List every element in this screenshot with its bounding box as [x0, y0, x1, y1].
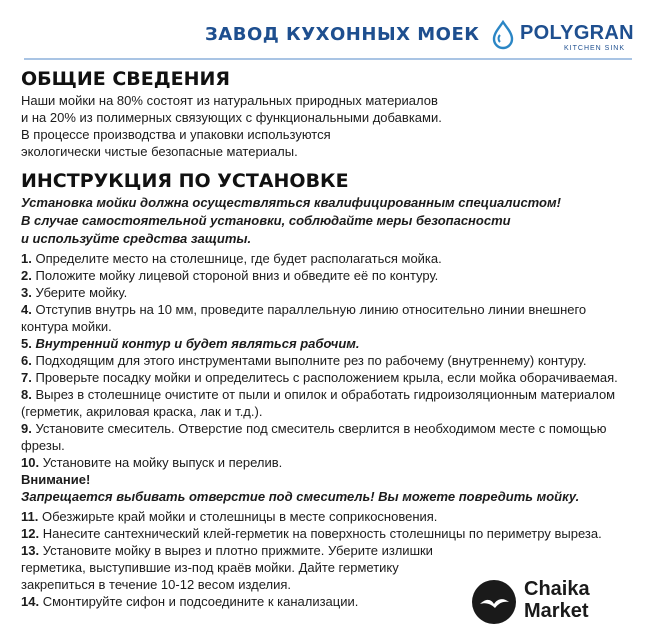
steps-list — [21, 250, 633, 471]
step-text: Нанесите сантехнический клей-герметик на поверхность столешницы по периметру выреза. — [42, 526, 602, 541]
warning-line: и используйте средства защиты. — [21, 231, 252, 246]
step-text: Обезжирьте край мойки и столешницы в месте соприкосновения. — [41, 509, 438, 524]
about-line: экологически чистые безопасные материалы. — [21, 144, 298, 159]
step-text: Внутренний контур и будет являться рабочим. — [35, 336, 360, 351]
about-heading: ОБЩИЕ СВЕДЕНИЯ — [21, 68, 231, 90]
step-text: Положите мойку лицевой стороной вниз и обведите её по контуру. — [35, 268, 439, 283]
warning-line: В случае самостоятельной установки, соблюдайте меры безопасности — [21, 213, 511, 228]
step-text: Подходящим для этого инструментами выполните рез по рабочему (внутреннему) контуру. — [35, 353, 587, 368]
step-item — [21, 420, 633, 454]
step-text: Вырез в столешнице очистите от пыли и опилок и обработать гидроизоляционным материалом (герметик, акриловая краска, лак и т.д.). — [21, 387, 616, 419]
step-item — [21, 250, 633, 267]
warning-line: Установка мойки должна осуществляться квалифицированным специалистом! — [21, 195, 561, 210]
step-item — [21, 267, 633, 284]
header-divider — [24, 58, 632, 60]
step-item — [21, 369, 633, 386]
step-number: 1. — [21, 251, 32, 266]
factory-title: ЗАВОД КУХОННЫХ МОЕК — [205, 24, 480, 45]
brand-name: POLYGRAN — [520, 22, 634, 44]
about-line: Наши мойки на 80% состоят из натуральных природных материалов — [21, 93, 438, 108]
install-section — [21, 170, 633, 610]
seagull-logo-icon — [472, 580, 516, 624]
step-number: 8. — [21, 387, 32, 402]
step-item — [21, 386, 633, 420]
chaika-market-watermark — [470, 576, 640, 636]
step-text: Определите место на столешнице, где будет располагаться мойка. — [35, 251, 442, 266]
step-number: 11. — [21, 509, 39, 524]
step-number: 10. — [21, 455, 40, 470]
step-number: 4. — [21, 302, 32, 317]
step-number: 6. — [21, 353, 32, 368]
step-text: Установите на мойку выпуск и перелив. — [42, 455, 283, 470]
watermark-line2: Market — [524, 600, 589, 622]
document-body — [21, 68, 633, 610]
watermark-line1: Chaika — [524, 578, 590, 600]
step-text: Отступив внутрь на 10 мм, проведите параллельную линию относительно линии внешнего контура мойки. — [21, 302, 587, 334]
brand-subtitle: KITCHEN SINK — [564, 45, 626, 52]
polygran-logo — [488, 18, 638, 58]
step-number: 7. — [21, 370, 32, 385]
install-heading: ИНСТРУКЦИЯ ПО УСТАНОВКЕ — [21, 170, 349, 192]
step-number: 5. — [21, 336, 32, 351]
step-item — [21, 284, 633, 301]
step-number: 13. — [21, 543, 40, 558]
step-item — [21, 508, 633, 525]
about-paragraph — [21, 92, 633, 160]
step-text: Смонтируйте сифон и подсоедините к канализации. — [42, 594, 359, 609]
seagull-icon — [472, 580, 516, 624]
step-number: 14. — [21, 594, 40, 609]
step-text: Установите мойку в вырез и плотно прижмите. Уберите излишки герметика, выступившие из-под краёв мойки. Дайте герметику закрепиться в течение 10-12 весом изделия. — [21, 543, 433, 592]
step-number: 12. — [21, 526, 40, 541]
page-header — [0, 0, 648, 62]
step-item — [21, 335, 633, 352]
step-item — [21, 301, 633, 335]
step-number: 2. — [21, 268, 32, 283]
step-item — [21, 525, 633, 542]
step-text: Уберите мойку. — [35, 285, 128, 300]
drop-logo-icon — [488, 20, 518, 50]
attention-text: Запрещается выбивать отверстие под смеситель! Вы можете повредить мойку. — [21, 489, 580, 504]
about-line: В процессе производства и упаковки используются — [21, 127, 331, 142]
step-text: Установите смеситель. Отверстие под смеситель сверлится в необходимом месте с помощью фрезы. — [21, 421, 607, 453]
step-text: Проверьте посадку мойки и определитесь с расположением крыла, если мойка оборачиваемая. — [35, 370, 618, 385]
step-number: 3. — [21, 285, 32, 300]
safety-warning — [21, 194, 633, 248]
attention-label: Внимание! — [21, 472, 91, 487]
step-item — [21, 454, 633, 471]
step-item — [21, 352, 633, 369]
step-number: 9. — [21, 421, 32, 436]
about-line: и на 20% из полимерных связующих с функциональными добавками. — [21, 110, 442, 125]
